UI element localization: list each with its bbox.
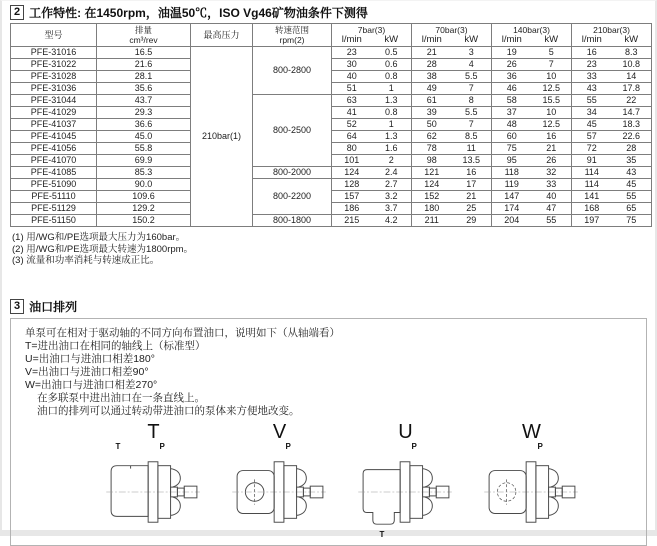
flow-value-cell: 38 <box>412 71 452 83</box>
speed-range-cell: 800-2500 <box>253 95 332 167</box>
flow-value-cell: 211 <box>412 215 452 227</box>
model-cell: PFE-41029 <box>11 107 97 119</box>
power-value-cell: 32 <box>532 167 572 179</box>
flow-value-cell: 16 <box>572 47 612 59</box>
pump-diagram-U <box>356 420 456 539</box>
flow-value-cell: 51 <box>332 83 372 95</box>
flow-value-cell: 21 <box>412 47 452 59</box>
max-pressure-cell: 210bar(1) <box>191 47 253 227</box>
table-row <box>11 203 652 215</box>
model-cell: PFE-51150 <box>11 215 97 227</box>
speed-range-cell: 800-2800 <box>253 47 332 95</box>
power-unit-label: kW <box>384 34 399 45</box>
model-cell: PFE-31028 <box>11 71 97 83</box>
power-value-cell: 1 <box>372 83 412 95</box>
table-row <box>11 83 652 95</box>
flow-unit-label: l/min <box>421 34 442 45</box>
pump-diagrams-row <box>25 422 632 539</box>
power-value-cell: 21 <box>532 143 572 155</box>
power-value-cell: 13.5 <box>452 155 492 167</box>
port-arrangement-line: V=出油口与进油口相差90° <box>25 365 149 378</box>
table-row <box>11 167 652 179</box>
model-cell: PFE-31036 <box>11 83 97 95</box>
power-value-cell: 7 <box>452 119 492 131</box>
flow-value-cell: 118 <box>492 167 532 179</box>
displacement-cell: 36.6 <box>97 119 191 131</box>
flow-value-cell: 152 <box>412 191 452 203</box>
power-value-cell: 33 <box>532 179 572 191</box>
power-value-cell: 35 <box>612 155 652 167</box>
power-value-cell: 3 <box>452 47 492 59</box>
displacement-cell: 85.3 <box>97 167 191 179</box>
flow-value-cell: 72 <box>572 143 612 155</box>
flow-value-cell: 55 <box>572 95 612 107</box>
displacement-cell: 55.8 <box>97 143 191 155</box>
displacement-cell: 69.9 <box>97 155 191 167</box>
model-cell: PFE-41037 <box>11 119 97 131</box>
power-value-cell: 43 <box>612 167 652 179</box>
flow-value-cell: 61 <box>412 95 452 107</box>
table-row <box>11 59 652 71</box>
flow-unit-label: l/min <box>581 34 602 45</box>
power-value-cell: 55 <box>532 215 572 227</box>
power-value-cell: 5 <box>532 47 572 59</box>
power-value-cell: 17 <box>452 179 492 191</box>
port-arrangement-line: 单泵可在相对于驱动轴的不同方向布置油口，说明如下（从轴端看） <box>25 326 340 339</box>
flow-value-cell: 168 <box>572 203 612 215</box>
power-value-cell: 0.8 <box>372 71 412 83</box>
port-label-left: T <box>115 441 121 451</box>
flow-value-cell: 95 <box>492 155 532 167</box>
pressure-group-header <box>492 24 572 47</box>
port-arrangement-line: T=进出油口在相同的轴线上（标准型） <box>25 339 206 352</box>
pump-drawing-svg-T <box>104 453 204 531</box>
model-cell: PFE-41070 <box>11 155 97 167</box>
flow-value-cell: 121 <box>412 167 452 179</box>
unit-row <box>332 35 411 45</box>
power-value-cell: 12.5 <box>532 119 572 131</box>
flow-value-cell: 215 <box>332 215 372 227</box>
power-value-cell: 17.8 <box>612 83 652 95</box>
flow-unit-label: l/min <box>341 34 362 45</box>
flow-value-cell: 114 <box>572 167 612 179</box>
section2-number: 2 <box>10 5 24 20</box>
port-label-top: P <box>537 441 543 451</box>
flow-value-cell: 147 <box>492 191 532 203</box>
flow-value-cell: 48 <box>492 119 532 131</box>
section2-title: 工作特性: 在1450rpm，油温50℃，ISO Vg46矿物油条件下测得 <box>29 5 368 20</box>
power-value-cell: 4 <box>452 59 492 71</box>
flow-value-cell: 124 <box>412 179 452 191</box>
flow-value-cell: 204 <box>492 215 532 227</box>
displacement-cell: 109.6 <box>97 191 191 203</box>
displacement-cell: 21.6 <box>97 59 191 71</box>
pump-diagram-T <box>104 422 204 531</box>
power-value-cell: 5.5 <box>452 107 492 119</box>
power-value-cell: 10 <box>532 71 572 83</box>
flow-value-cell: 30 <box>332 59 372 71</box>
pump-diagram-W <box>482 422 582 531</box>
flow-value-cell: 37 <box>492 107 532 119</box>
pump-variant-letter: T <box>147 420 160 443</box>
speed-range-cell: 800-2200 <box>253 179 332 215</box>
flow-unit-label: l/min <box>501 34 522 45</box>
power-value-cell: 1.3 <box>372 95 412 107</box>
power-value-cell: 1 <box>372 119 412 131</box>
unit-row <box>492 35 571 45</box>
power-value-cell: 21 <box>452 191 492 203</box>
section2-header <box>10 4 647 20</box>
displacement-cell: 90.0 <box>97 179 191 191</box>
pump-drawing-svg-U <box>356 453 456 531</box>
port-arrangement-text <box>25 327 632 418</box>
power-value-cell: 2.7 <box>372 179 412 191</box>
section3-number: 3 <box>10 299 24 314</box>
pump-drawing <box>104 441 204 531</box>
displacement-cell: 35.6 <box>97 83 191 95</box>
model-cell: PFE-51129 <box>11 203 97 215</box>
flow-value-cell: 43 <box>572 83 612 95</box>
displacement-cell: 29.3 <box>97 107 191 119</box>
flow-value-cell: 50 <box>412 119 452 131</box>
pressure-label: 210bar(3) <box>593 25 630 35</box>
flow-value-cell: 101 <box>332 155 372 167</box>
flow-value-cell: 28 <box>412 59 452 71</box>
pressure-group-header <box>412 24 492 47</box>
power-value-cell: 1.6 <box>372 143 412 155</box>
flow-value-cell: 62 <box>412 131 452 143</box>
port-arrangement-line: 油口的排列可以通过转动带进油口的泵体来方便地改变。 <box>37 404 300 417</box>
pump-drawing <box>356 441 456 539</box>
flow-value-cell: 26 <box>492 59 532 71</box>
power-value-cell: 40 <box>532 191 572 203</box>
power-value-cell: 15.5 <box>532 95 572 107</box>
power-value-cell: 0.8 <box>372 107 412 119</box>
power-value-cell: 3.2 <box>372 191 412 203</box>
power-value-cell: 8.3 <box>612 47 652 59</box>
displacement-cell: 28.1 <box>97 71 191 83</box>
flow-value-cell: 119 <box>492 179 532 191</box>
power-unit-label: kW <box>624 34 639 45</box>
footnotes <box>12 232 645 267</box>
table-row <box>11 119 652 131</box>
power-value-cell: 14 <box>612 71 652 83</box>
model-cell: PFE-51090 <box>11 179 97 191</box>
power-value-cell: 22.6 <box>612 131 652 143</box>
power-value-cell: 10.8 <box>612 59 652 71</box>
power-value-cell: 1.3 <box>372 131 412 143</box>
pressure-group-header <box>332 24 412 47</box>
section3-header <box>10 299 647 315</box>
speed-range-cell: 800-2000 <box>253 167 332 179</box>
flow-value-cell: 36 <box>492 71 532 83</box>
power-value-cell: 2 <box>372 155 412 167</box>
section-gap <box>2 267 655 299</box>
power-value-cell: 28 <box>612 143 652 155</box>
col-max-pressure: 最高压力 <box>191 24 253 47</box>
table-row <box>11 107 652 119</box>
pump-diagram-V <box>230 422 330 531</box>
col-displacement: 排量 cm³/rev <box>97 24 191 47</box>
speed-range-cell: 800-1800 <box>253 215 332 227</box>
unit-row <box>572 35 651 45</box>
model-cell: PFE-51110 <box>11 191 97 203</box>
flow-value-cell: 75 <box>492 143 532 155</box>
col-model: 型号 <box>11 24 97 47</box>
flow-value-cell: 186 <box>332 203 372 215</box>
model-cell: PFE-41085 <box>11 167 97 179</box>
port-arrangement-line: 在多联泵中进出油口在一条直线上。 <box>37 391 205 404</box>
col-speed-range: 转速范围 rpm(2) <box>253 24 332 47</box>
power-value-cell: 16 <box>452 167 492 179</box>
power-value-cell: 7 <box>452 83 492 95</box>
flow-value-cell: 41 <box>332 107 372 119</box>
power-value-cell: 22 <box>612 95 652 107</box>
table-row <box>11 47 652 59</box>
flow-value-cell: 52 <box>332 119 372 131</box>
flow-value-cell: 157 <box>332 191 372 203</box>
port-label-top: P <box>411 441 417 451</box>
footnote-line: (1) 用/WG和/PE选项最大压力为160bar。 <box>12 232 186 243</box>
port-label-top: P <box>159 441 165 451</box>
table-row <box>11 179 652 191</box>
flow-value-cell: 33 <box>572 71 612 83</box>
flow-value-cell: 46 <box>492 83 532 95</box>
flow-value-cell: 39 <box>412 107 452 119</box>
table-row <box>11 95 652 107</box>
flow-value-cell: 49 <box>412 83 452 95</box>
power-value-cell: 3.7 <box>372 203 412 215</box>
footnote-line: (2) 用/WG和/PE选项最大转速为1800rpm。 <box>12 243 194 255</box>
table-row <box>11 143 652 155</box>
flow-value-cell: 80 <box>332 143 372 155</box>
pump-drawing-svg-W <box>482 453 582 531</box>
flow-value-cell: 23 <box>332 47 372 59</box>
port-arrangement-box <box>10 318 647 546</box>
power-value-cell: 18.3 <box>612 119 652 131</box>
flow-value-cell: 64 <box>332 131 372 143</box>
flow-value-cell: 58 <box>492 95 532 107</box>
model-cell: PFE-31022 <box>11 59 97 71</box>
pump-drawing-svg-V <box>230 453 330 531</box>
port-arrangement-line: U=出油口与进油口相差180° <box>25 352 155 365</box>
power-value-cell: 45 <box>612 179 652 191</box>
port-label-bottom: T <box>379 529 385 539</box>
flow-value-cell: 23 <box>572 59 612 71</box>
model-cell: PFE-41056 <box>11 143 97 155</box>
flow-value-cell: 63 <box>332 95 372 107</box>
pressure-label: 140bar(3) <box>513 25 550 35</box>
pump-variant-letter: V <box>272 420 287 443</box>
flow-value-cell: 45 <box>572 119 612 131</box>
power-value-cell: 8.5 <box>452 131 492 143</box>
displacement-cell: 45.0 <box>97 131 191 143</box>
flow-value-cell: 34 <box>572 107 612 119</box>
flow-value-cell: 91 <box>572 155 612 167</box>
footnote-line: (3) 流量和功率消耗与转速成正比。 <box>12 255 160 266</box>
power-value-cell: 16 <box>532 131 572 143</box>
power-unit-label: kW <box>544 34 559 45</box>
table-row <box>11 155 652 167</box>
flow-value-cell: 98 <box>412 155 452 167</box>
power-value-cell: 55 <box>612 191 652 203</box>
pump-variant-letter: W <box>522 420 541 443</box>
power-value-cell: 65 <box>612 203 652 215</box>
power-value-cell: 8 <box>452 95 492 107</box>
power-value-cell: 10 <box>532 107 572 119</box>
displacement-cell: 150.2 <box>97 215 191 227</box>
unit-row <box>412 35 491 45</box>
port-arrangement-line: W=出油口与进油口相差270° <box>25 378 158 391</box>
power-value-cell: 2.4 <box>372 167 412 179</box>
pressure-group-header <box>572 24 652 47</box>
power-value-cell: 4.2 <box>372 215 412 227</box>
table-row <box>11 215 652 227</box>
pump-variant-letter: U <box>398 420 413 443</box>
power-value-cell: 5.5 <box>452 71 492 83</box>
pump-drawing <box>230 441 330 531</box>
power-value-cell: 7 <box>532 59 572 71</box>
power-value-cell: 25 <box>452 203 492 215</box>
flow-value-cell: 114 <box>572 179 612 191</box>
power-value-cell: 29 <box>452 215 492 227</box>
displacement-cell: 43.7 <box>97 95 191 107</box>
model-cell: PFE-31044 <box>11 95 97 107</box>
power-value-cell: 47 <box>532 203 572 215</box>
power-unit-label: kW <box>464 34 479 45</box>
power-value-cell: 0.5 <box>372 47 412 59</box>
power-value-cell: 14.7 <box>612 107 652 119</box>
port-label-top: P <box>285 441 291 451</box>
flow-value-cell: 19 <box>492 47 532 59</box>
displacement-cell: 16.5 <box>97 47 191 59</box>
power-value-cell: 26 <box>532 155 572 167</box>
flow-value-cell: 60 <box>492 131 532 143</box>
flow-value-cell: 40 <box>332 71 372 83</box>
table-row <box>11 71 652 83</box>
flow-value-cell: 124 <box>332 167 372 179</box>
flow-value-cell: 141 <box>572 191 612 203</box>
flow-value-cell: 197 <box>572 215 612 227</box>
pressure-label: 7bar(3) <box>357 25 386 35</box>
displacement-cell: 129.2 <box>97 203 191 215</box>
flow-value-cell: 128 <box>332 179 372 191</box>
power-value-cell: 75 <box>612 215 652 227</box>
flow-value-cell: 174 <box>492 203 532 215</box>
power-value-cell: 0.6 <box>372 59 412 71</box>
table-row <box>11 131 652 143</box>
table-header-row <box>11 24 652 47</box>
model-cell: PFE-41045 <box>11 131 97 143</box>
power-value-cell: 12.5 <box>532 83 572 95</box>
section3-title: 油口排列 <box>29 300 78 314</box>
table-row <box>11 191 652 203</box>
flow-value-cell: 180 <box>412 203 452 215</box>
model-cell: PFE-31016 <box>11 47 97 59</box>
characteristics-table <box>10 23 652 227</box>
power-value-cell: 11 <box>452 143 492 155</box>
pressure-label: 70bar(3) <box>435 25 468 35</box>
flow-value-cell: 78 <box>412 143 452 155</box>
pump-drawing <box>482 441 582 531</box>
flow-value-cell: 57 <box>572 131 612 143</box>
